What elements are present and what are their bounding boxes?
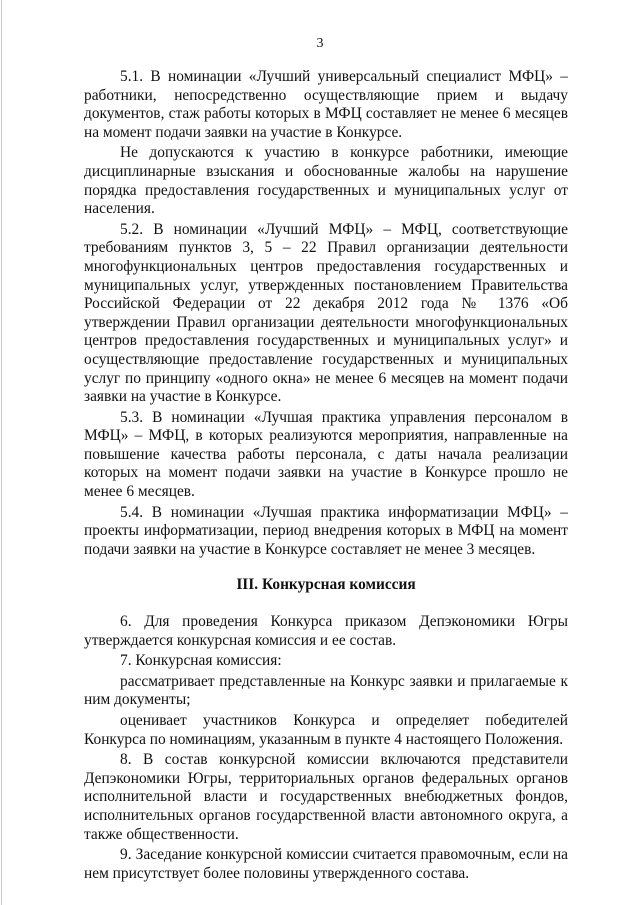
paragraph-7: 7. Конкурсная комиссия: [120, 652, 282, 670]
scan-edge-mark [1, 0, 2, 905]
paragraph-5-2: 5.2. В номинации «Лучший МФЦ» – МФЦ, соответствующие требованиям пунктов 3, 5 – 22 Правил организации деятельности многофункциональных центров предоставления государственных и муниципальных услуг, утвержденных постановлением Правительства Российской Федерации от 22 декабря 2012 года № 1376 «Об утверждении Правил организации деятельности многофункциональных центров предоставления государственных и муниципальных услуг» и осуществляющие предоставление государственных и муниципальных услуг по принципу «одного окна» не менее 6 месяцев на момент подачи заявки на участие в Конкурсе. [84, 220, 568, 406]
section-heading: III. Конкурсная комиссия [236, 576, 416, 594]
document-body [84, 68, 568, 885]
paragraph-5-3: 5.3. В номинации «Лучшая практика управления персоналом в МФЦ» – МФЦ, в которых реализуются мероприятия, направленные на повышение качества работы персонала, с даты начала реализации которых на момент подачи заявки на участие в Конкурсе прошло не менее 6 месяцев. [84, 408, 568, 501]
page-number: 3 [316, 36, 324, 51]
paragraph-5-1-exclusion: Не допускаются к участию в конкурсе работники, имеющие дисциплинарные взыскания и обоснованные жалобы на нарушение порядка предоставления государственных и муниципальных услуг от населения. [84, 144, 568, 218]
paragraph-7-item-2: оценивает участников Конкурса и определяет победителей Конкурса по номинациям, указанным в пункте 4 настоящего Положения. [84, 712, 568, 748]
paragraph-5-1: 5.1. В номинации «Лучший универсальный специалист МФЦ» – работники, непосредственно осуществляющие прием и выдачу документов, стаж работы которых в МФЦ составляет не менее 6 месяцев на момент подачи заявки на участие в Конкурсе. [84, 68, 568, 141]
paragraph-9: 9. Заседание конкурсной комиссии считается правомочным, если на нем присутствует более половины утвержденного состава. [84, 846, 568, 882]
paragraph-5-4: 5.4. В номинации «Лучшая практика информатизации МФЦ» – проекты информатизации, период внедрения которых в МФЦ на момент подачи заявки на участие в Конкурсе составляет не менее 3 месяцев. [84, 503, 568, 558]
paragraph-8: 8. В состав конкурсной комиссии включаются представители Депэкономики Югры, территориальных органов федеральных органов исполнительной власти и государственных внебюджетных фондов, исполнительных органов государственной власти автономного округа, а также общественности. [84, 751, 568, 843]
paragraph-6: 6. Для проведения Конкурса приказом Депэкономики Югры утверждается конкурсная комиссия и ее состав. [84, 613, 568, 649]
paragraph-7-item-1: рассматривает представленные на Конкурс заявки и прилагаемые к ним документы; [84, 672, 568, 709]
